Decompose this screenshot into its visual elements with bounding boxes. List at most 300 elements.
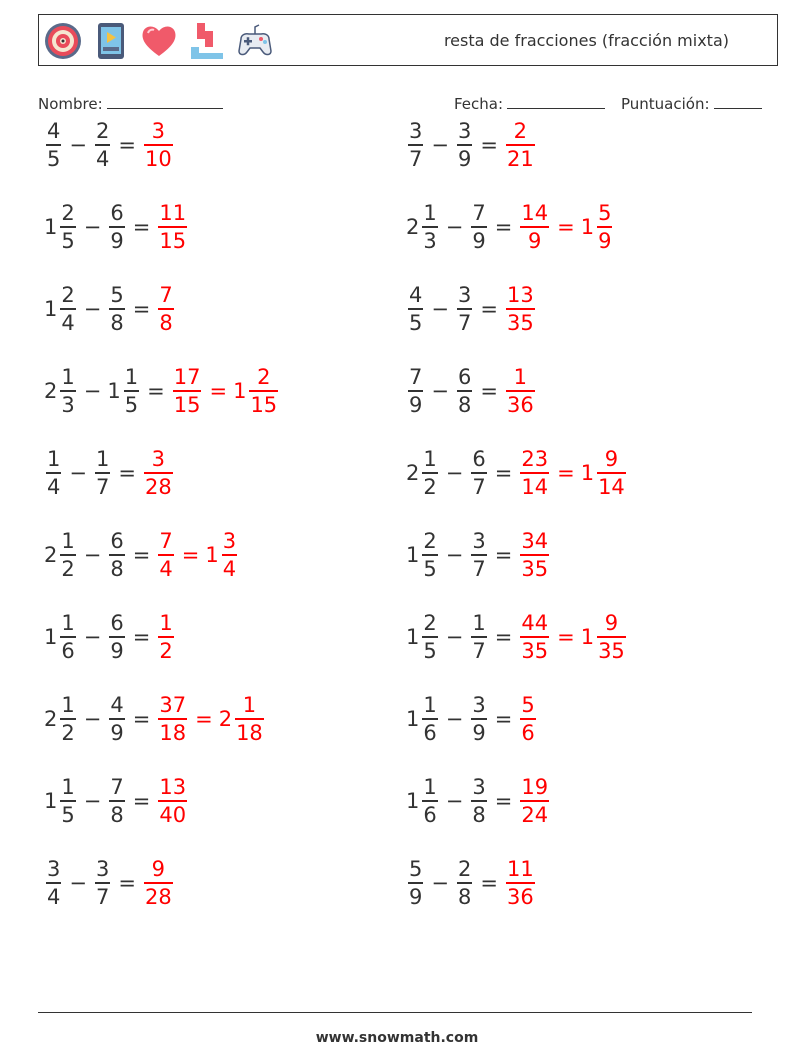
date-blank[interactable]: [507, 94, 605, 109]
numerator: 2: [423, 611, 437, 636]
answer-fraction: [158, 774, 187, 828]
denominator: 6: [423, 802, 437, 827]
answer: [142, 446, 175, 500]
equals-sign: =: [132, 543, 151, 567]
whole-number: 2: [44, 543, 58, 567]
answer-fraction: [144, 118, 173, 172]
problem-item: [44, 853, 175, 913]
whole-number: 2: [218, 707, 233, 731]
numerator: 9: [604, 447, 619, 472]
numerator: 5: [110, 283, 124, 308]
worksheet-header: [38, 14, 778, 66]
minuend-fraction: [60, 282, 75, 336]
equals-sign: =: [494, 789, 513, 813]
subtrahend-fraction: [109, 774, 124, 828]
equals-sign: =: [132, 297, 151, 321]
answer: [518, 774, 551, 828]
denominator: 9: [457, 146, 472, 171]
numerator: 2: [61, 201, 75, 226]
answer: [504, 118, 537, 172]
subtrahend-fraction: [471, 446, 486, 500]
whole-number: 1: [406, 707, 420, 731]
whole-number: 1: [406, 789, 420, 813]
numerator: 1: [61, 529, 75, 554]
whole-number: 1: [406, 625, 420, 649]
numerator: 3: [457, 283, 472, 308]
date-field[interactable]: [454, 94, 605, 113]
denominator: 8: [110, 310, 124, 335]
score-field[interactable]: [621, 94, 762, 113]
problem-item: [44, 115, 175, 175]
answer-fraction: [144, 446, 173, 500]
whole-number: 1: [44, 625, 58, 649]
equals-sign: =: [480, 871, 498, 895]
numerator: 2: [423, 529, 437, 554]
denominator: 24: [521, 802, 549, 827]
answer-fraction: [506, 118, 535, 172]
name-label: Nombre:: [38, 95, 103, 113]
equals-sign: =: [494, 625, 513, 649]
answer-fraction: [158, 610, 173, 664]
numerator: 5: [521, 693, 535, 718]
answer-fraction: [158, 200, 187, 254]
answer-fraction: [158, 528, 173, 582]
subtrahend-fraction: [471, 200, 486, 254]
problem-item: [406, 525, 551, 585]
numerator: 1: [95, 447, 110, 472]
answer: [142, 118, 175, 172]
minus-sign: −: [431, 297, 449, 321]
equals-sign: =: [557, 215, 575, 239]
answer-mixed-number: [222, 528, 237, 582]
minus-sign: −: [83, 215, 102, 239]
numerator: 7: [409, 365, 423, 390]
numerator: 17: [173, 365, 201, 390]
subtrahend-fraction: [457, 282, 472, 336]
answer: [518, 528, 551, 582]
denominator: 6: [61, 638, 75, 663]
numerator: 2: [61, 283, 75, 308]
answer: [504, 282, 537, 336]
numerator: 1: [423, 447, 437, 472]
score-label: Puntuación:: [621, 95, 710, 113]
minus-sign: −: [445, 461, 464, 485]
subtrahend-fraction: [109, 282, 124, 336]
numerator: 2: [257, 365, 271, 390]
equals-sign: =: [557, 461, 575, 485]
subtrahend-fraction: [471, 774, 486, 828]
whole-number: 2: [406, 461, 420, 485]
numerator: 4: [110, 693, 124, 718]
subtrahend-fraction: [109, 692, 124, 746]
date-label: Fecha:: [454, 95, 504, 113]
numerator: 3: [47, 857, 61, 882]
problem-item: [44, 607, 176, 667]
numerator: 7: [110, 775, 124, 800]
equals-sign: =: [147, 379, 165, 403]
denominator: 5: [423, 638, 437, 663]
denominator: 4: [222, 556, 237, 581]
answer: [171, 364, 280, 418]
answer-fraction: [506, 364, 535, 418]
numerator: 4: [47, 119, 61, 144]
minus-sign: −: [83, 789, 102, 813]
numerator: 2: [95, 119, 110, 144]
minuend-fraction: [408, 118, 423, 172]
denominator: 5: [423, 556, 437, 581]
subtrahend-fraction: [457, 118, 472, 172]
denominator: 8: [472, 802, 486, 827]
answer-mixed-number: [249, 364, 278, 418]
problem-item: [44, 443, 175, 503]
denominator: 4: [47, 474, 61, 499]
numerator: 44: [521, 611, 549, 636]
answer-mixed-number: [597, 200, 612, 254]
denominator: 4: [159, 556, 173, 581]
numerator: 1: [242, 693, 257, 718]
numerator: 13: [506, 283, 534, 308]
answer-fraction: [158, 692, 187, 746]
problem-item: [44, 279, 176, 339]
denominator: 5: [61, 802, 75, 827]
equals-sign: =: [480, 379, 498, 403]
answer: [518, 692, 537, 746]
numerator: 11: [506, 857, 534, 882]
answer: [156, 692, 265, 746]
numerator: 14: [521, 201, 549, 226]
worksheet-title: resta de fracciones (fracción mixta): [443, 31, 729, 50]
numerator: 3: [472, 529, 486, 554]
denominator: 35: [506, 310, 534, 335]
answer: [156, 282, 175, 336]
answer-fraction: [158, 282, 173, 336]
answer-fraction: [506, 856, 535, 910]
equals-sign: =: [118, 133, 136, 157]
equals-sign: =: [118, 871, 136, 895]
answer: [504, 364, 537, 418]
numerator: 7: [159, 283, 173, 308]
answer-fraction: [520, 610, 549, 664]
equals-sign: =: [181, 543, 200, 567]
denominator: 8: [110, 556, 124, 581]
denominator: 2: [61, 720, 75, 745]
denominator: 15: [159, 228, 187, 253]
denominator: 18: [159, 720, 187, 745]
minus-sign: −: [445, 215, 464, 239]
numerator: 1: [423, 201, 437, 226]
subtrahend-fraction: [124, 364, 139, 418]
denominator: 6: [521, 720, 535, 745]
minus-sign: −: [69, 871, 87, 895]
denominator: 6: [423, 720, 437, 745]
denominator: 36: [506, 392, 534, 417]
minuend-fraction: [422, 774, 437, 828]
denominator: 9: [110, 228, 124, 253]
minus-sign: −: [445, 789, 464, 813]
denominator: 7: [95, 474, 110, 499]
numerator: 1: [159, 611, 173, 636]
whole-number: 1: [44, 297, 58, 321]
equals-sign: =: [494, 543, 513, 567]
minus-sign: −: [83, 707, 102, 731]
denominator: 9: [472, 228, 486, 253]
denominator: 9: [598, 228, 612, 253]
minus-sign: −: [445, 625, 464, 649]
dartboard-icon: [43, 21, 83, 61]
minus-sign: −: [83, 297, 102, 321]
denominator: 4: [95, 146, 110, 171]
minuend-fraction: [422, 692, 437, 746]
minus-sign: −: [445, 707, 464, 731]
denominator: 9: [110, 638, 124, 663]
denominator: 2: [61, 556, 75, 581]
answer-mixed-number: [597, 610, 626, 664]
subtrahend-fraction: [109, 528, 124, 582]
numerator: 6: [110, 201, 124, 226]
answer-fraction: [520, 692, 535, 746]
denominator: 5: [47, 146, 61, 171]
denominator: 35: [521, 638, 549, 663]
numerator: 4: [409, 283, 423, 308]
footer-url: www.snowmath.com: [315, 1030, 479, 1046]
numerator: 3: [151, 447, 166, 472]
whole-number: 1: [406, 543, 420, 567]
denominator: 40: [159, 802, 187, 827]
numerator: 2: [457, 857, 472, 882]
numerator: 11: [159, 201, 187, 226]
denominator: 8: [457, 884, 472, 909]
numerator: 1: [124, 365, 139, 390]
denominator: 28: [144, 474, 172, 499]
numerator: 37: [159, 693, 187, 718]
numerator: 9: [604, 611, 619, 636]
numerator: 3: [457, 119, 472, 144]
minuend-fraction: [60, 364, 75, 418]
equals-sign: =: [195, 707, 213, 731]
equals-sign: =: [494, 461, 513, 485]
numerator: 1: [513, 365, 528, 390]
minuend-fraction: [46, 118, 61, 172]
denominator: 28: [144, 884, 172, 909]
minuend-fraction: [60, 610, 75, 664]
subtrahend-fraction: [471, 692, 486, 746]
numerator: 3: [151, 119, 166, 144]
numerator: 6: [110, 611, 124, 636]
subtrahend-fraction: [109, 610, 124, 664]
minuend-fraction: [408, 364, 423, 418]
numerator: 1: [423, 693, 437, 718]
denominator: 9: [110, 720, 124, 745]
equals-sign: =: [132, 215, 151, 239]
denominator: 5: [409, 310, 423, 335]
footer-divider: [38, 1012, 752, 1013]
answer-fraction: [520, 200, 549, 254]
whole-number: 1: [107, 379, 121, 403]
denominator: 7: [472, 638, 486, 663]
numerator: 2: [513, 119, 528, 144]
denominator: 35: [598, 638, 625, 663]
minus-sign: −: [431, 871, 449, 895]
minus-sign: −: [431, 133, 449, 157]
subtrahend-fraction: [95, 446, 110, 500]
whole-number: 1: [580, 625, 595, 649]
numerator: 5: [409, 857, 423, 882]
numerator: 34: [521, 529, 549, 554]
minuend-fraction: [60, 200, 75, 254]
denominator: 2: [423, 474, 437, 499]
whole-number: 1: [233, 379, 247, 403]
minuend-fraction: [60, 692, 75, 746]
numerator: 19: [521, 775, 549, 800]
tablet-play-icon: [91, 21, 131, 61]
problem-item: [406, 197, 614, 257]
whole-number: 1: [44, 215, 58, 239]
denominator: 9: [409, 392, 423, 417]
answer: [518, 200, 614, 254]
answer-fraction: [520, 774, 549, 828]
minuend-fraction: [408, 856, 423, 910]
numerator: 1: [61, 365, 75, 390]
whole-number: 2: [406, 215, 420, 239]
problem-item: [406, 607, 628, 667]
minuend-fraction: [422, 200, 437, 254]
answer-fraction: [173, 364, 202, 418]
numerator: 3: [222, 529, 237, 554]
subtrahend-fraction: [95, 118, 110, 172]
subtrahend-fraction: [471, 528, 486, 582]
numerator: 1: [61, 693, 75, 718]
minuend-fraction: [60, 528, 75, 582]
problem-item: [406, 279, 537, 339]
subtrahend-fraction: [457, 856, 472, 910]
whole-number: 1: [580, 461, 595, 485]
whole-number: 1: [205, 543, 219, 567]
answer: [518, 446, 627, 500]
minuend-fraction: [422, 528, 437, 582]
denominator: 8: [159, 310, 173, 335]
problem-item: [406, 689, 538, 749]
answer-mixed-number: [597, 446, 626, 500]
denominator: 7: [472, 556, 486, 581]
equals-sign: =: [557, 625, 575, 649]
minus-sign: −: [445, 543, 464, 567]
minus-sign: −: [83, 543, 102, 567]
numerator: 7: [159, 529, 173, 554]
answer: [504, 856, 537, 910]
name-field[interactable]: [38, 94, 223, 113]
denominator: 8: [457, 392, 472, 417]
denominator: 7: [95, 884, 110, 909]
denominator: 15: [173, 392, 201, 417]
answer-fraction: [144, 856, 173, 910]
denominator: 9: [528, 228, 542, 253]
problem-item: [406, 115, 537, 175]
denominator: 5: [124, 392, 139, 417]
equals-sign: =: [132, 789, 151, 813]
minuend-fraction: [408, 282, 423, 336]
score-blank[interactable]: [714, 94, 762, 109]
minuend-fraction: [422, 610, 437, 664]
problem-item: [406, 443, 628, 503]
minus-sign: −: [69, 461, 87, 485]
numerator: 1: [61, 611, 75, 636]
denominator: 4: [47, 884, 61, 909]
equals-sign: =: [118, 461, 136, 485]
denominator: 9: [409, 884, 423, 909]
denominator: 9: [472, 720, 486, 745]
whole-number: 2: [44, 707, 58, 731]
minuend-fraction: [46, 446, 61, 500]
problem-item: [406, 771, 551, 831]
numerator: 23: [521, 447, 549, 472]
equals-sign: =: [132, 707, 151, 731]
equals-sign: =: [209, 379, 228, 403]
minus-sign: −: [83, 625, 102, 649]
problem-item: [44, 197, 189, 257]
minuend-fraction: [422, 446, 437, 500]
numerator: 1: [61, 775, 75, 800]
denominator: 10: [144, 146, 172, 171]
numerator: 1: [423, 775, 437, 800]
denominator: 36: [506, 884, 534, 909]
denominator: 4: [61, 310, 75, 335]
subtrahend-fraction: [95, 856, 110, 910]
subtrahend-fraction: [471, 610, 486, 664]
header-icons: [43, 21, 275, 61]
minuend-fraction: [60, 774, 75, 828]
minuend-fraction: [46, 856, 61, 910]
numerator: 13: [159, 775, 187, 800]
answer: [142, 856, 175, 910]
answer: [156, 528, 239, 582]
heart-icon: [139, 21, 179, 61]
name-blank[interactable]: [107, 94, 223, 109]
problem-item: [44, 361, 280, 421]
answer-fraction: [520, 528, 549, 582]
problem-item: [44, 689, 266, 749]
equals-sign: =: [480, 297, 498, 321]
denominator: 5: [61, 228, 75, 253]
problem-item: [44, 525, 239, 585]
numerator: 1: [472, 611, 486, 636]
numerator: 6: [472, 447, 486, 472]
subtrahend-fraction: [457, 364, 472, 418]
numerator: 6: [457, 365, 472, 390]
numerator: 3: [409, 119, 423, 144]
denominator: 2: [159, 638, 173, 663]
denominator: 7: [457, 310, 472, 335]
denominator: 18: [236, 720, 263, 745]
minus-sign: −: [431, 379, 449, 403]
numerator: 3: [95, 857, 110, 882]
answer: [156, 610, 175, 664]
equals-sign: =: [480, 133, 498, 157]
gamepad-icon: [235, 21, 275, 61]
answer: [518, 610, 627, 664]
answer-fraction: [520, 446, 549, 500]
numerator: 6: [110, 529, 124, 554]
minus-sign: −: [69, 133, 87, 157]
subtrahend-fraction: [109, 200, 124, 254]
answer-fraction: [506, 282, 535, 336]
tetris-blocks-icon: [187, 21, 227, 61]
numerator: 9: [151, 857, 166, 882]
whole-number: 2: [44, 379, 58, 403]
whole-number: 1: [44, 789, 58, 813]
denominator: 3: [423, 228, 437, 253]
denominator: 14: [598, 474, 625, 499]
answer: [156, 200, 189, 254]
